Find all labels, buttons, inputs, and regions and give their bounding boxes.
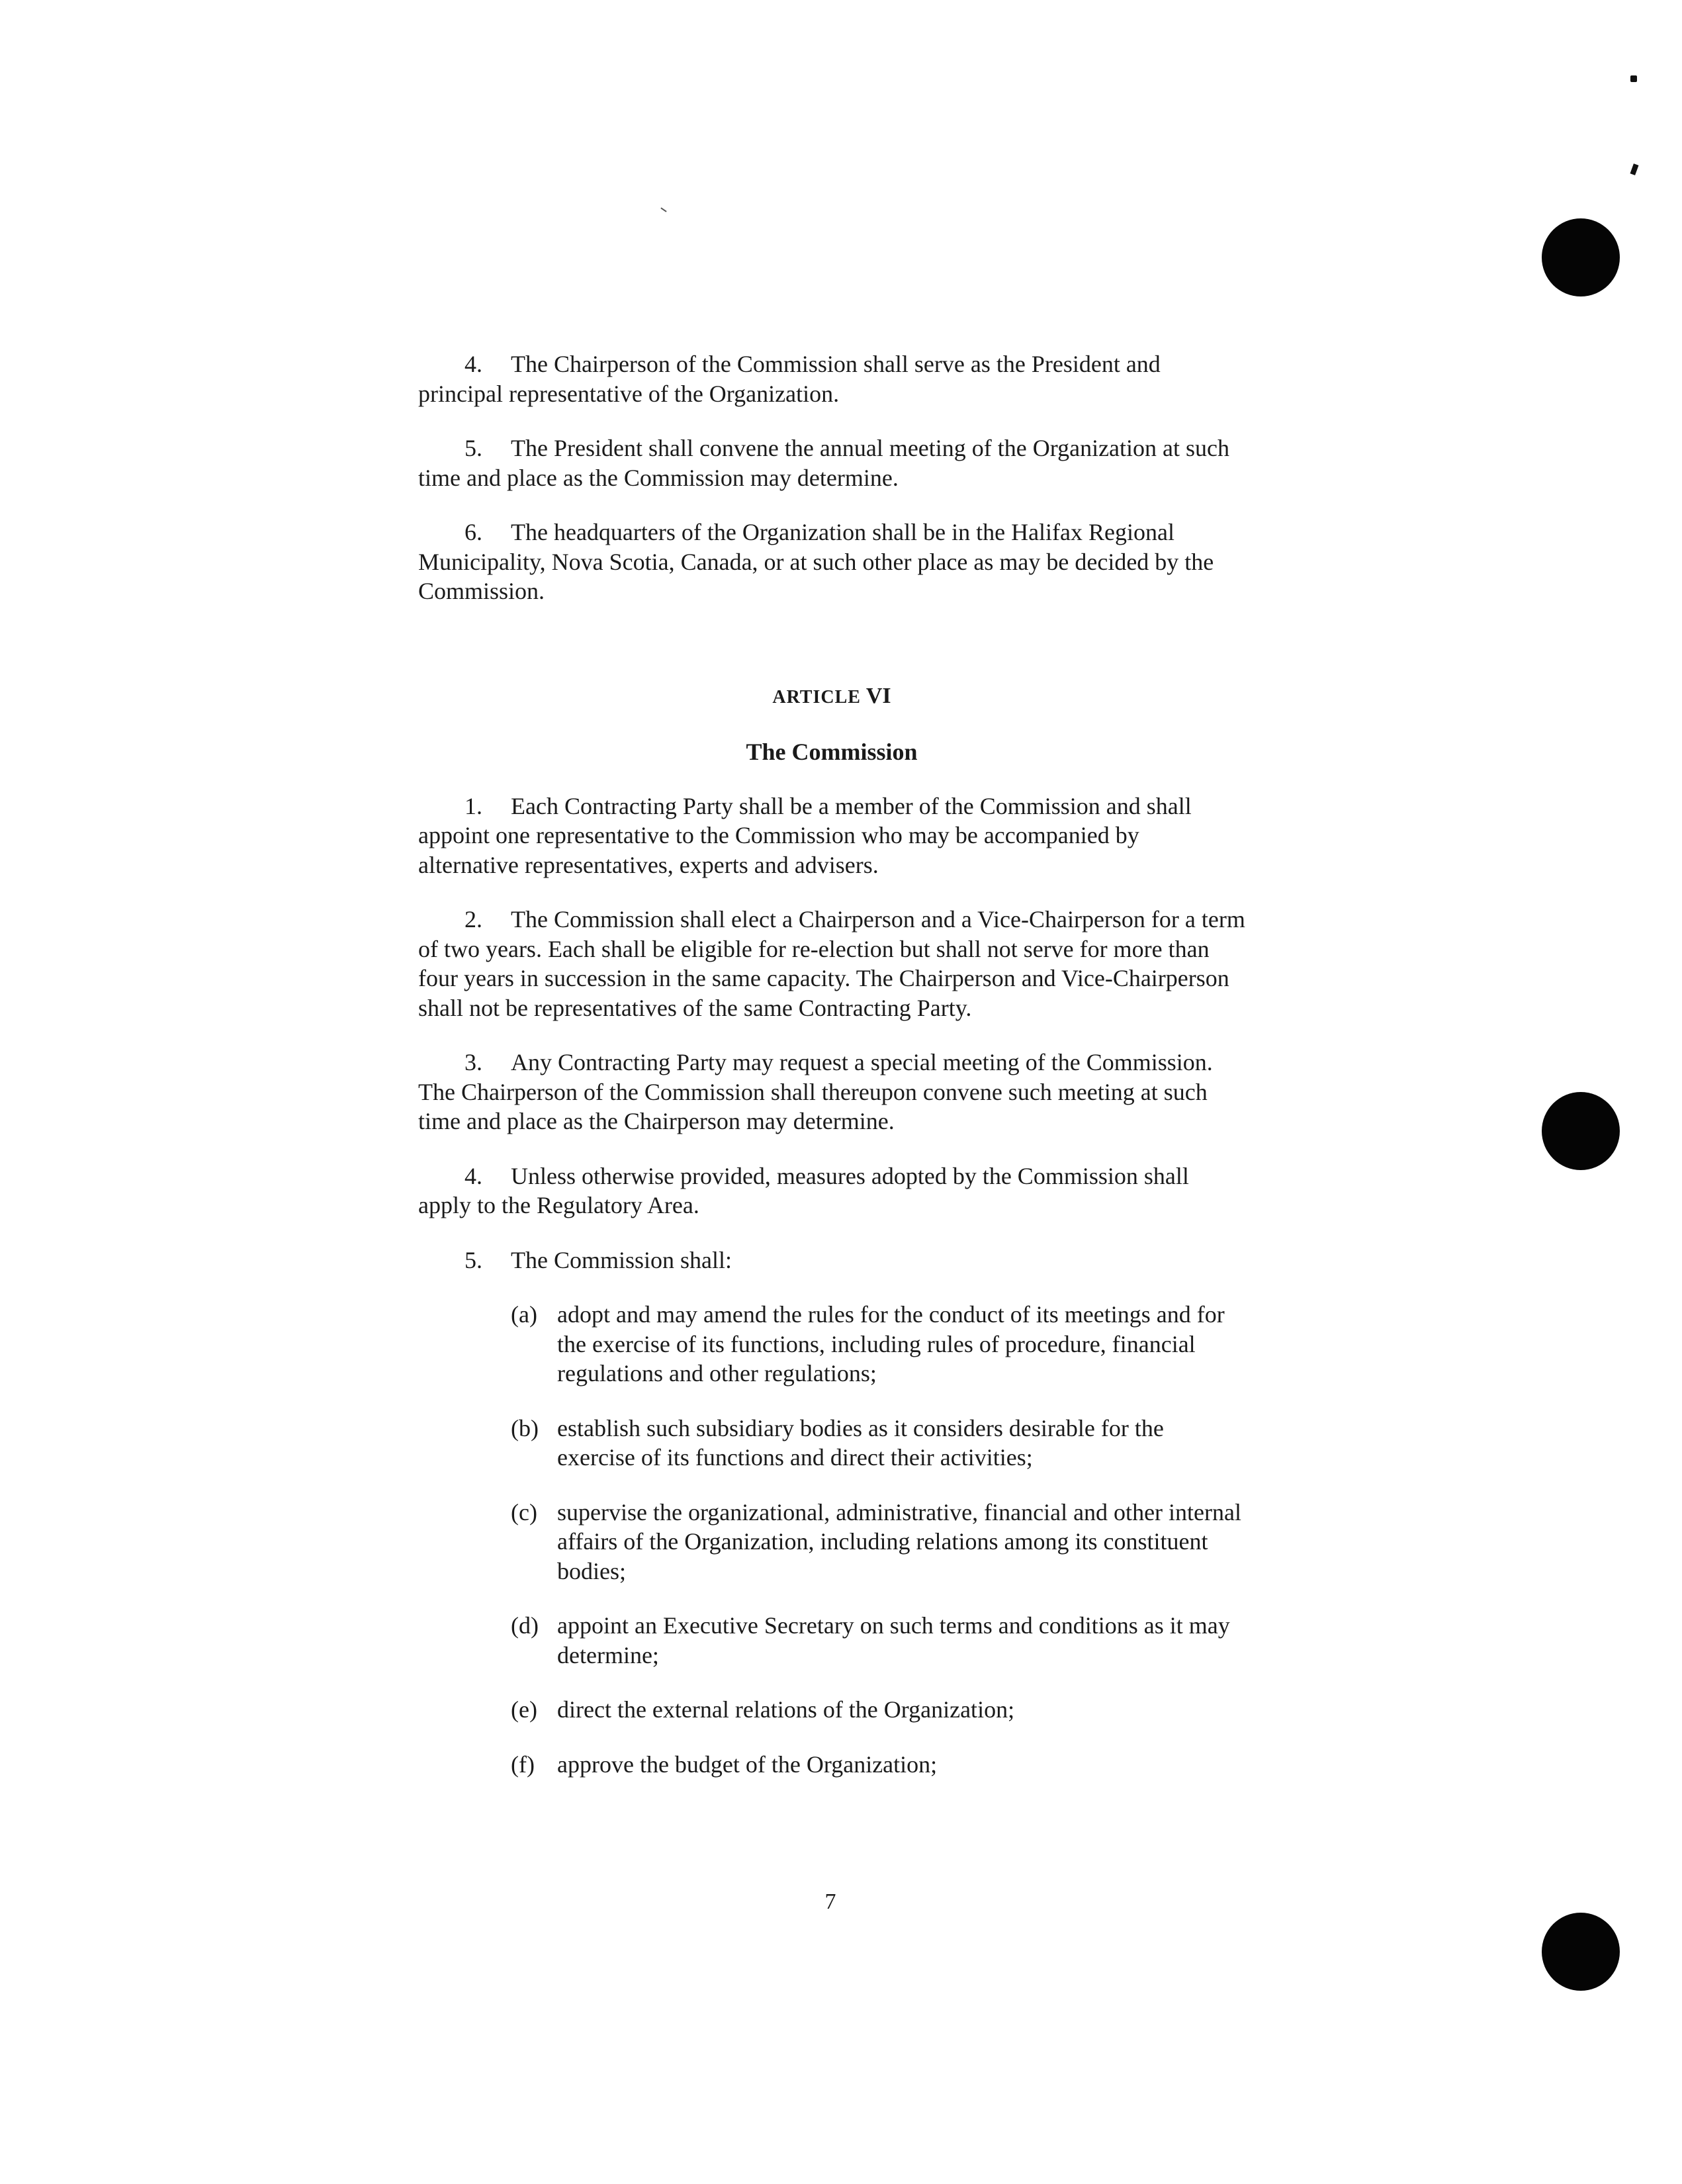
paragraph-text: The Chairperson of the Commission shall serve as the President and principal representative of the Organization. xyxy=(418,351,1161,407)
sub-item-text: supervise the organizational, administrative, financial and other internal affairs of the Organization, including relations among its constituent bodies; xyxy=(557,1498,1241,1584)
paragraph-6 xyxy=(418,518,1245,606)
paragraph-number: 4. xyxy=(465,1162,482,1189)
punch-hole-middle xyxy=(1542,1092,1620,1170)
page-number: 7 xyxy=(824,1889,836,1914)
paragraph-text: The President shall convene the annual meeting of the Organization at such time and place as the Commission may determine. xyxy=(418,435,1229,491)
paragraph-text: The Commission shall: xyxy=(511,1246,732,1273)
article-paragraph-2 xyxy=(418,905,1245,1023)
paragraph-4 xyxy=(418,349,1245,408)
article-paragraph-3 xyxy=(418,1048,1245,1136)
article-paragraph-5 xyxy=(418,1246,1245,1275)
sub-item-text: appoint an Executive Secretary on such terms and conditions as it may determine; xyxy=(557,1612,1230,1668)
sub-item-text: adopt and may amend the rules for the conduct of its meetings and for the exercise of its functions, including rules of procedure, financial regulations and other regulations; xyxy=(557,1301,1225,1387)
paragraph-number: 1. xyxy=(465,792,482,819)
sub-item-e xyxy=(511,1695,1245,1725)
scan-speck xyxy=(1630,163,1639,175)
paragraph-text: Any Contracting Party may request a special meeting of the Commission. The Chairperson of the Commission shall thereupon convene such meeting at such time and place as the Chairperson may determine. xyxy=(418,1049,1213,1134)
paragraph-number: 5. xyxy=(465,435,482,461)
sub-item-f xyxy=(511,1750,1245,1780)
scan-speck xyxy=(1630,75,1637,82)
document-body xyxy=(418,349,1245,1804)
paragraph-text: Each Contracting Party shall be a member of the Commission and shall appoint one representative to the Commission who may be accompanied by alternative representatives, experts and advisers. xyxy=(418,792,1192,878)
sub-item-a xyxy=(511,1300,1245,1388)
paragraph-number: 5. xyxy=(465,1246,482,1273)
sub-item-text: approve the budget of the Organization; xyxy=(557,1751,938,1778)
paragraph-number: 2. xyxy=(465,906,482,933)
paragraph-number: 3. xyxy=(465,1049,482,1075)
paragraph-number: 4. xyxy=(465,351,482,377)
scan-speck xyxy=(660,207,666,212)
article-numeral: VI xyxy=(865,683,891,708)
article-heading xyxy=(418,682,1245,712)
sub-item-label: (e) xyxy=(511,1696,537,1723)
sub-item-d xyxy=(511,1611,1245,1670)
sub-item-text: direct the external relations of the Organization; xyxy=(557,1696,1015,1723)
article-label: ARTICLE xyxy=(772,686,861,707)
sub-item-label: (a) xyxy=(511,1301,537,1328)
article-paragraph-4 xyxy=(418,1161,1245,1220)
sub-item-label: (b) xyxy=(511,1414,539,1441)
article-paragraph-1 xyxy=(418,792,1245,880)
sub-item-b xyxy=(511,1414,1245,1473)
paragraph-text: Unless otherwise provided, measures adopted by the Commission shall apply to the Regulatory Area. xyxy=(418,1162,1189,1218)
paragraph-text: The headquarters of the Organization shall be in the Halifax Regional Municipality, Nova Scotia, Canada, or at such other place as may be decided by the Commission. xyxy=(418,519,1214,604)
sub-item-label: (f) xyxy=(511,1751,535,1778)
article-title: The Commission xyxy=(746,738,918,765)
sub-item-label: (d) xyxy=(511,1612,539,1639)
punch-hole-top xyxy=(1542,218,1620,296)
sub-item-label: (c) xyxy=(511,1498,537,1525)
paragraph-text: The Commission shall elect a Chairperson and a Vice-Chairperson for a term of two years. Each shall be eligible for re-election but shall not serve for more than four years in succession in the same capacity. The Chairperson and Vice-Chairperson shall not be representatives of the same Contracting Party. xyxy=(418,906,1245,1021)
paragraph-number: 6. xyxy=(465,519,482,545)
paragraph-5 xyxy=(418,433,1245,492)
sub-item-text: establish such subsidiary bodies as it considers desirable for the exercise of its functions and direct their activities; xyxy=(557,1414,1164,1471)
punch-hole-bottom xyxy=(1542,1913,1620,1991)
sub-item-c xyxy=(511,1498,1245,1586)
